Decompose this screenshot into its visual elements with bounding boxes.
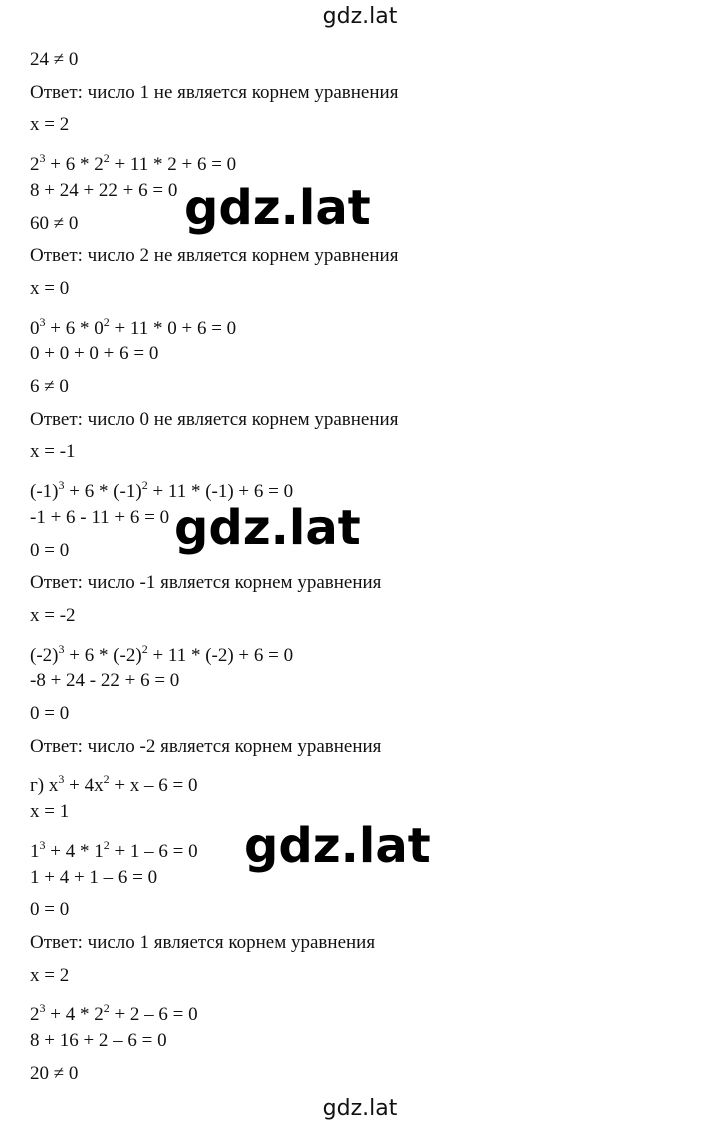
line-text: Ответ: число 1 является корнем уравнения: [30, 931, 376, 953]
solution-line: [30, 113, 69, 137]
solution-line: [30, 669, 179, 693]
line-text: Ответ: число 1 не является корнем уравнения: [30, 81, 399, 103]
line-text: Ответ: число 0 не является корнем уравнения: [30, 408, 399, 430]
line-text: 0 = 0: [30, 703, 70, 724]
solution-line: [30, 408, 398, 432]
line-text: + x – 6 = 0: [109, 775, 198, 797]
solution-line: [30, 833, 198, 864]
exponent: 2: [103, 314, 110, 329]
solution-line: [30, 48, 78, 72]
exponent: 3: [39, 314, 46, 329]
line-text: 2: [30, 154, 40, 176]
solution-line: [30, 440, 76, 464]
solution-line: [30, 702, 69, 726]
solution-line: [30, 539, 69, 563]
line-text: 60 ≠ 0: [30, 212, 79, 234]
solution-line: [30, 277, 69, 301]
line-text: x = 2: [30, 964, 70, 986]
solution-line: [30, 506, 169, 530]
exponent: 3: [58, 478, 65, 493]
line-text: 0 = 0: [30, 539, 70, 561]
exponent: 3: [39, 1001, 46, 1016]
solution-line: [30, 931, 375, 955]
solution-line: [30, 342, 158, 366]
exponent: 2: [103, 151, 110, 166]
solution-line: [30, 179, 177, 203]
solution-line: [30, 244, 398, 268]
exponent: 2: [103, 837, 110, 852]
line-text: Ответ: число 2 не является корнем уравнения: [30, 245, 399, 267]
line-text: + 6 * (-2): [64, 644, 142, 666]
solution-line: [30, 898, 69, 922]
line-text: + 11 * (-2) + 6 = 0: [147, 644, 294, 666]
line-text: 2: [30, 1004, 40, 1026]
line-text: Ответ: число -1 является корнем уравнения: [30, 572, 382, 594]
line-text: 8 + 16 + 2 – 6 = 0: [30, 1030, 167, 1051]
line-text: x = 1: [30, 801, 70, 823]
line-text: + 2 – 6 = 0: [109, 1004, 198, 1026]
watermark: gdz.lat: [244, 818, 431, 874]
exponent: 3: [58, 772, 65, 787]
watermark: gdz.lat: [184, 180, 371, 236]
solution-line: [30, 800, 69, 824]
line-text: x = -1: [30, 441, 76, 463]
line-text: 24 ≠ 0: [30, 49, 79, 70]
line-text: 1: [30, 840, 40, 862]
line-text: x = 2: [30, 114, 70, 136]
exponent: 2: [103, 1001, 110, 1016]
solution-line: [30, 1029, 167, 1053]
solution-line: [30, 767, 198, 798]
solution-line: [30, 604, 76, 628]
exponent: 2: [141, 478, 148, 493]
line-text: + 11 * (-1) + 6 = 0: [147, 481, 294, 503]
line-text: (-1): [30, 481, 59, 503]
line-text: + 6 * 2: [45, 154, 104, 176]
solution-line: [30, 375, 69, 399]
line-text: 0 + 0 + 0 + 6 = 0: [30, 343, 159, 365]
line-text: + 4 * 1: [45, 840, 104, 862]
solution-line: [30, 1062, 78, 1086]
line-text: x = -2: [30, 604, 76, 626]
solution-line: [30, 964, 69, 988]
solution-line: [30, 996, 198, 1027]
line-text: + 11 * 0 + 6 = 0: [109, 317, 237, 339]
line-text: 1 + 4 + 1 – 6 = 0: [30, 866, 158, 888]
line-text: 0 = 0: [30, 899, 70, 921]
site-header: gdz.lat: [322, 4, 398, 29]
line-text: 6 ≠ 0: [30, 376, 69, 397]
site-footer: gdz.lat: [322, 1096, 398, 1121]
solution-line: [30, 637, 293, 668]
exponent: 3: [39, 151, 46, 166]
line-text: г) x: [30, 775, 59, 797]
line-text: + 4 * 2: [45, 1004, 104, 1026]
line-text: + 1 – 6 = 0: [109, 840, 198, 862]
line-text: (-2): [30, 644, 59, 666]
solution-line: [30, 81, 398, 105]
line-text: 20 ≠ 0: [30, 1062, 79, 1084]
watermark: gdz.lat: [174, 500, 361, 556]
exponent: 2: [103, 772, 110, 787]
line-text: -8 + 24 - 22 + 6 = 0: [30, 670, 180, 692]
exponent: 3: [58, 641, 65, 656]
line-text: 0: [30, 317, 40, 339]
exponent: 3: [39, 837, 46, 852]
solution-line: [30, 571, 381, 595]
exponent: 2: [141, 641, 148, 656]
line-text: -1 + 6 - 11 + 6 = 0: [30, 506, 170, 528]
line-text: Ответ: число -2 является корнем уравнения: [30, 735, 382, 757]
line-text: 8 + 24 + 22 + 6 = 0: [30, 179, 178, 201]
solution-line: [30, 310, 236, 341]
line-text: + 6 * (-1): [64, 481, 142, 503]
line-text: + 6 * 0: [45, 317, 104, 339]
solution-line: [30, 146, 236, 177]
line-text: x = 0: [30, 277, 70, 299]
solution-line: [30, 866, 157, 890]
line-text: + 4x: [64, 775, 104, 797]
solution-line: [30, 735, 381, 759]
line-text: + 11 * 2 + 6 = 0: [109, 154, 237, 176]
solution-line: [30, 212, 78, 236]
